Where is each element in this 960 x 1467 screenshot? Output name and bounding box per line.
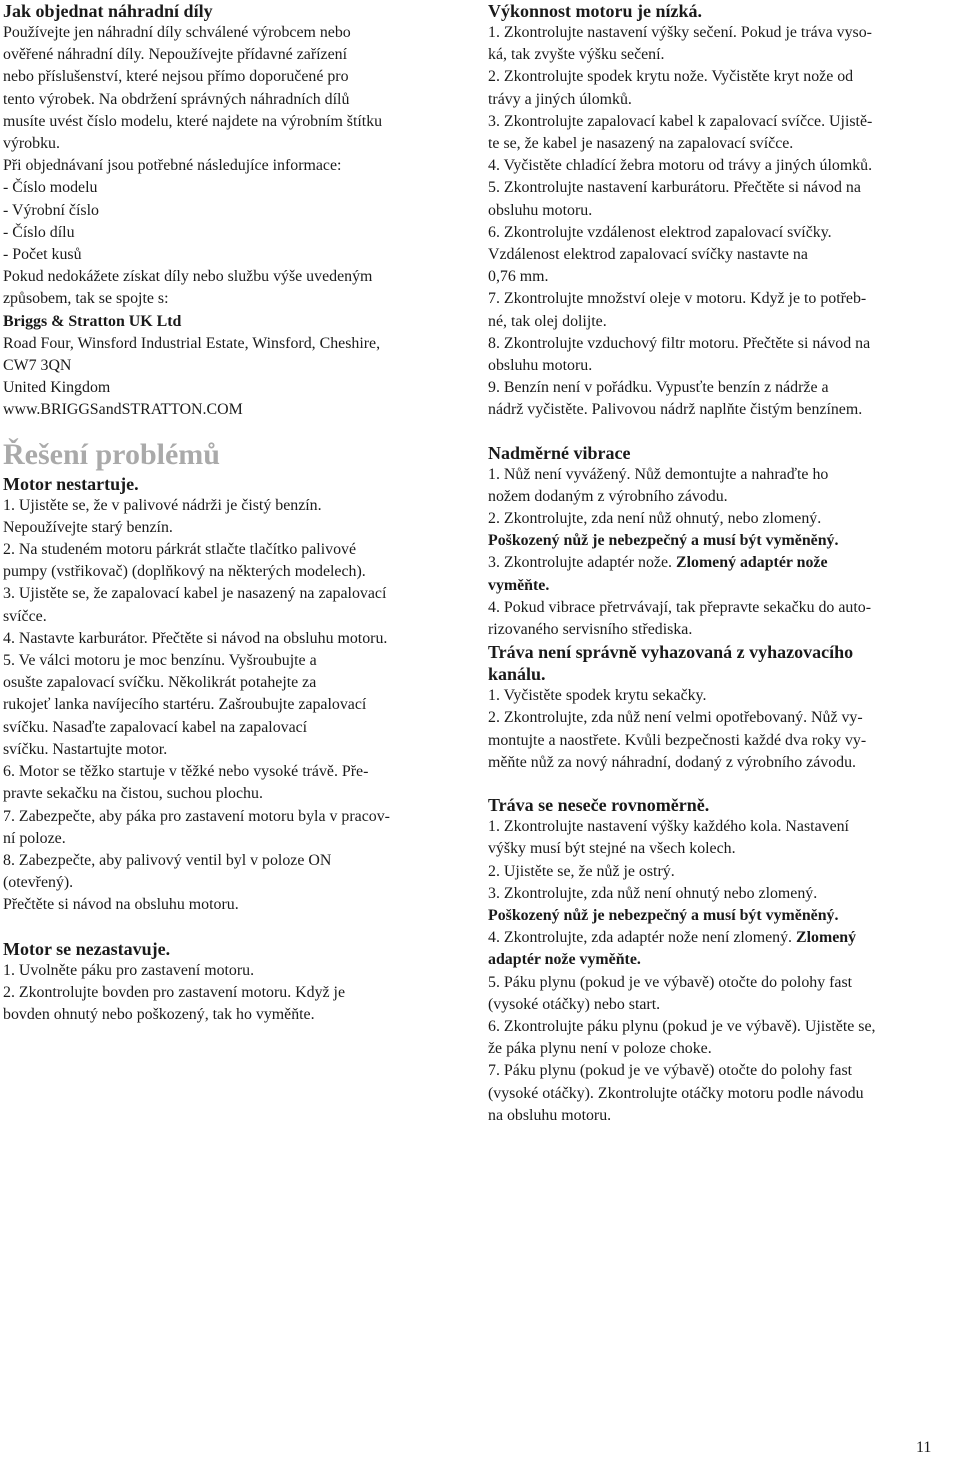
text-line: 8. Zabezpečte, aby palivový ventil byl v poloze ON bbox=[3, 851, 332, 869]
text-line: 8. Zkontrolujte vzduchový filtr motoru. Přečtěte si návod na bbox=[488, 334, 871, 352]
text-line: Tráva není správně vyhazovaná z vyhazovacího bbox=[488, 642, 854, 663]
vibration-list-b bbox=[488, 597, 958, 641]
text-line: 7. Páku plynu (pokud je ve výbavě) otočte do polohy fast bbox=[488, 1062, 853, 1080]
adapter-warning-2-cont: adaptér nože vyměňte. bbox=[488, 951, 641, 969]
vibration-heading: Nadměrné vibrace bbox=[488, 442, 631, 463]
website-link[interactable]: www.BRIGGSandSTRATTON.COM bbox=[3, 401, 243, 419]
text-line: nožem dodaným z výrobního závodu. bbox=[488, 487, 728, 505]
text-line: 1. Vyčistěte spodek krytu sekačky. bbox=[488, 687, 707, 705]
no-start-heading: Motor nestartuje. bbox=[3, 473, 139, 494]
text-line: výšky musí být stejné na všech kolech. bbox=[488, 840, 736, 858]
text-line: 6. Zkontrolujte vzdálenost elektrod zapalovací svíčky. bbox=[488, 223, 832, 241]
no-start-list bbox=[3, 495, 473, 917]
text-line: 5. Páku plynu (pokud je ve výbavě) otočte do polohy fast bbox=[488, 973, 853, 991]
text-line: 2. Zkontrolujte, zda není nůž ohnutý, nebo zlomený. bbox=[488, 510, 822, 528]
text-line: tento výrobek. Na obdržení správných náhradních dílů bbox=[3, 90, 350, 108]
text-line: 2. Na studeném motoru párkrát stlačte tlačítko palivové bbox=[3, 541, 357, 559]
parts-info-list bbox=[3, 177, 473, 266]
uneven-item-4 bbox=[488, 927, 958, 949]
text-line: 6. Zkontrolujte páku plynu (pokud je ve výbavě). Ujistěte se, bbox=[488, 1017, 876, 1035]
text-line: kanálu. bbox=[488, 664, 546, 685]
text-line: 3. Ujistěte se, že zapalovací kabel je nasazený na zapalovací bbox=[3, 585, 387, 603]
text-line: 3. Zkontrolujte zapalovací kabel k zapalovací svíčce. Ujistě- bbox=[488, 112, 873, 130]
text-line: svíčku. Nastartujte motor. bbox=[3, 740, 168, 758]
text-line: trávy a jiných úlomků. bbox=[488, 90, 632, 108]
text-line: te se, že kabel je nasazený na zapalovací svíčce. bbox=[488, 135, 794, 153]
vibration-item-3 bbox=[488, 552, 958, 574]
text-line: - Výrobní číslo bbox=[3, 201, 99, 219]
text-line: 9. Benzín není v pořádku. Vypusťte benzín z nádrže a bbox=[488, 379, 829, 397]
text-line: 7. Zabezpečte, aby páka pro zastavení motoru byla v pracov- bbox=[3, 807, 390, 825]
text-line: - Číslo dílu bbox=[3, 223, 75, 241]
text-line: né, tak olej dolijte. bbox=[488, 312, 607, 330]
left-column bbox=[3, 0, 473, 1026]
parts-intro bbox=[3, 22, 473, 155]
text-line: Přečtěte si návod na obsluhu motoru. bbox=[3, 896, 239, 914]
text-line: CW7 3QN bbox=[3, 357, 72, 375]
text-line: 1. Zkontrolujte nastavení výšky sečení. Pokud je tráva vyso- bbox=[488, 24, 872, 41]
text-line: 0,76 mm. bbox=[488, 268, 549, 286]
text-line: Road Four, Winsford Industrial Estate, Winsford, Cheshire, bbox=[3, 334, 381, 352]
low-power-heading: Výkonnost motoru je nízká. bbox=[488, 1, 703, 21]
text-line: Pokud nedokážete získat díly nebo službu výše uvedeným bbox=[3, 268, 373, 286]
text-line: obsluhu motoru. bbox=[488, 201, 593, 219]
text-line: obsluhu motoru. bbox=[488, 357, 593, 375]
vibration-list-a bbox=[488, 464, 958, 531]
text-line: pravte sekačku na čistou, suchou plochu. bbox=[3, 785, 263, 803]
text-line: měňte nůž za nový náhradní, dodaný z výrobního závodu. bbox=[488, 753, 857, 771]
text-line: 7. Zkontrolujte množství oleje v motoru. Když je to potřeb- bbox=[488, 290, 867, 308]
no-stop-heading: Motor se nezastavuje. bbox=[3, 938, 171, 959]
text-line: 5. Zkontrolujte nastavení karburátoru. Přečtěte si návod na bbox=[488, 179, 861, 197]
text-line: nebo příslušenství, které nejsou přímo doporučené pro bbox=[3, 68, 349, 86]
parts-heading: Jak objednat náhradní díly bbox=[3, 1, 213, 21]
text-line: 2. Zkontrolujte, zda nůž není velmi opotřebovaný. Nůž vy- bbox=[488, 709, 863, 727]
blade-danger-warning-2: Poškozený nůž je nebezpečný a musí být vyměněný. bbox=[488, 906, 839, 924]
discharge-list bbox=[488, 685, 958, 774]
low-power-list bbox=[488, 22, 958, 422]
text-line: nádrž vyčistěte. Palivovou nádrž naplňte čistým benzínem. bbox=[488, 401, 863, 419]
text-line: pumpy (vstřikovač) (doplňkový na některých modelech). bbox=[3, 563, 366, 581]
text-line: 2. Zkontrolujte bovden pro zastavení motoru. Když je bbox=[3, 983, 346, 1001]
text-line: 1. Nůž není vyvážený. Nůž demontujte a nahraďte ho bbox=[488, 465, 829, 483]
text-line: Vzdálenost elektrod zapalovací svíčky nastavte na bbox=[488, 246, 808, 264]
text-line: na obsluhu motoru. bbox=[488, 1106, 612, 1124]
vibration-item-3-text: 3. Zkontrolujte adaptér nože. bbox=[488, 554, 672, 572]
adapter-warning-2: Zlomený bbox=[796, 929, 857, 947]
text-line: rizovaného servisního střediska. bbox=[488, 621, 693, 639]
text-line: - Počet kusů bbox=[3, 246, 82, 264]
text-line: ověřené náhradní díly. Nepoužívejte přídavné zařízení bbox=[3, 46, 347, 64]
text-line: 5. Ve válci motoru je moc benzínu. Vyšroubujte a bbox=[3, 652, 317, 670]
company-address bbox=[3, 333, 473, 400]
text-line: způsobem, tak se spojte s: bbox=[3, 290, 169, 308]
text-line: Nepoužívejte starý benzín. bbox=[3, 518, 173, 536]
text-line: bovden ohnutý nebo poškozený, tak ho vyměňte. bbox=[3, 1005, 315, 1023]
text-line: 4. Nastavte karburátor. Přečtěte si návod na obsluhu motoru. bbox=[3, 629, 388, 647]
text-line: musíte uvést číslo modelu, které najdete na výrobním štítku bbox=[3, 112, 383, 130]
text-line: Používejte jen náhradní díly schválené výrobcem nebo bbox=[3, 24, 351, 41]
parts-info-intro: Při objednávaní jsou potřebné následujíce informace: bbox=[3, 157, 342, 175]
adapter-warning: Zlomený adaptér nože bbox=[675, 554, 828, 572]
company-name: Briggs & Stratton UK Ltd bbox=[3, 312, 182, 330]
adapter-warning-cont: vyměňte. bbox=[488, 576, 550, 594]
text-line: svíčce. bbox=[3, 607, 47, 625]
text-line: United Kingdom bbox=[3, 379, 111, 397]
text-line: 4. Pokud vibrace přetrvávají, tak přepravte sekačku do auto- bbox=[488, 598, 871, 616]
text-line: 1. Ujistěte se, že v palivové nádrži je čistý benzín. bbox=[3, 496, 322, 514]
text-line: montujte a naostřete. Kvůli bezpečnosti každé dva roky vy- bbox=[488, 731, 867, 749]
text-line: 2. Zkontrolujte spodek krytu nože. Vyčistěte kryt nože od bbox=[488, 68, 854, 86]
text-line: osušte zapalovací svíčku. Několikrát potahejte za bbox=[3, 674, 317, 692]
text-line: 6. Motor se těžko startuje v těžké nebo vysoké trávě. Pře- bbox=[3, 763, 369, 781]
text-line: 1. Uvolněte páku pro zastavení motoru. bbox=[3, 961, 255, 979]
text-line: (otevřený). bbox=[3, 874, 74, 892]
uneven-item-4-text: 4. Zkontrolujte, zda adaptér nože není zlomený. bbox=[488, 929, 793, 947]
text-line: výrobku. bbox=[3, 135, 60, 153]
text-line: 3. Zkontrolujte, zda nůž není ohnutý nebo zlomený. bbox=[488, 884, 818, 902]
no-stop-list bbox=[3, 960, 473, 1027]
text-line: - Číslo modelu bbox=[3, 179, 98, 197]
text-line: 2. Ujistěte se, že nůž je ostrý. bbox=[488, 862, 675, 880]
text-line: ká, tak zvyšte výšku sečení. bbox=[488, 46, 665, 64]
uneven-list-b bbox=[488, 972, 958, 1127]
text-line: 4. Vyčistěte chladící žebra motoru od trávy a jiných úlomků. bbox=[488, 157, 873, 175]
parts-contact-text bbox=[3, 266, 473, 310]
uneven-heading: Tráva se neseče rovnoměrně. bbox=[488, 795, 710, 816]
discharge-heading bbox=[488, 641, 958, 685]
text-line: 1. Zkontrolujte nastavení výšky každého kola. Nastavení bbox=[488, 818, 849, 836]
text-line: ní poloze. bbox=[3, 829, 66, 847]
uneven-list-a bbox=[488, 816, 958, 905]
text-line: (vysoké otáčky) nebo start. bbox=[488, 995, 661, 1013]
right-column bbox=[488, 0, 958, 1127]
page-number: 11 bbox=[916, 1439, 932, 1456]
troubleshooting-title: Řešení problémů bbox=[3, 437, 220, 471]
text-line: rukojeť lanka navíjecího startéru. Zašroubujte zapalovací bbox=[3, 696, 367, 714]
text-line: (vysoké otáčky). Zkontrolujte otáčky motoru podle návodu bbox=[488, 1084, 864, 1102]
blade-danger-warning: Poškozený nůž je nebezpečný a musí být vyměněný. bbox=[488, 532, 839, 550]
text-line: že páka plynu není v poloze choke. bbox=[488, 1040, 712, 1058]
text-line: svíčku. Nasaďte zapalovací kabel na zapalovací bbox=[3, 718, 308, 736]
